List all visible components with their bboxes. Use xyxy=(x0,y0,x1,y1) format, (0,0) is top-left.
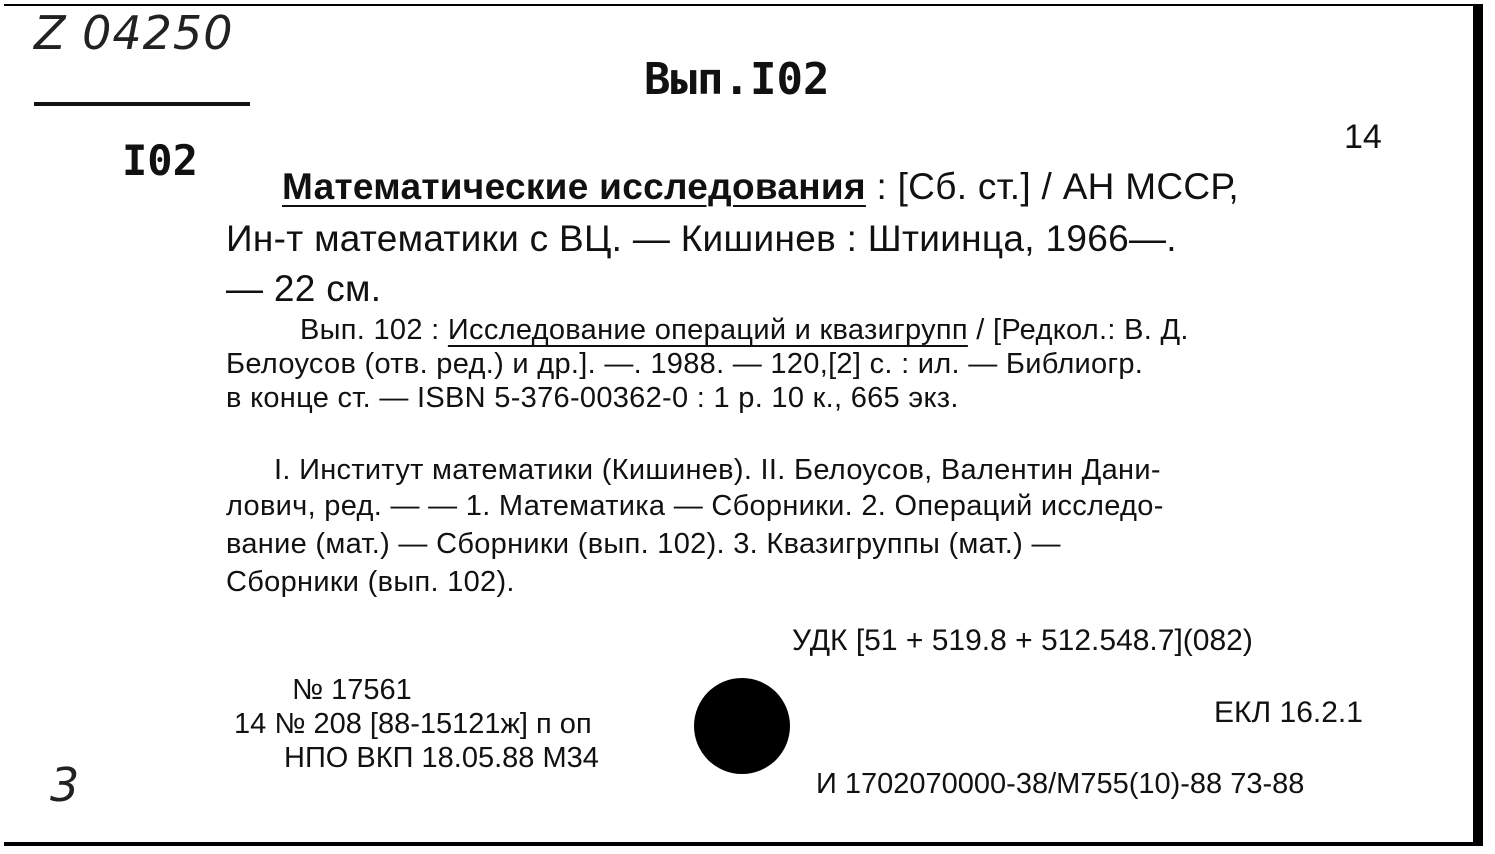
ekl-code: ЕКЛ 16.2.1 xyxy=(1214,696,1363,729)
print-info: 14 № 208 [88-15121ж] п оп xyxy=(234,708,592,740)
issue-line-1 xyxy=(300,314,1189,347)
inventory-number: Z 04250 xyxy=(34,6,234,60)
subject-line-4: Сборники (вып. 102). xyxy=(226,566,515,598)
npo-info: НПО ВКП 18.05.88 М34 xyxy=(284,742,599,774)
subject-line-3: вание (мат.) — Сборники (вып. 102). 3. Квазигруппы (мат.) — xyxy=(226,528,1061,560)
order-number: № 17561 xyxy=(292,674,412,706)
size-line: — 22 см. xyxy=(226,268,382,309)
issue-name: Исследование операций и квазигрупп xyxy=(447,314,968,346)
subject-line-2: лович, ред. — — 1. Математика — Сборники. 2. Операций исследо- xyxy=(226,490,1164,522)
publisher-line: Ин-т математики с ВЦ. — Кишинев : Штиинца, 1966—. xyxy=(226,218,1177,259)
handwritten-mark: 3 xyxy=(50,758,80,812)
shelf-mark: I02 xyxy=(122,136,198,185)
subject-line-1: I. Институт математики (Кишинев). II. Белоусов, Валентин Дани- xyxy=(274,454,1161,486)
page-number: 14 xyxy=(1344,118,1382,156)
main-title: Математические исследования xyxy=(282,166,866,207)
inventory-underline xyxy=(34,102,250,106)
udk-code: УДК [51 + 519.8 + 512.548.7](082) xyxy=(792,624,1253,657)
title-rest: : [Сб. ст.] / АН МССР, xyxy=(865,166,1240,207)
catalog-card xyxy=(4,4,1483,846)
issue-line-2: Белоусов (отв. ред.) и др.]. —. 1988. — 120,[2] с. : ил. — Библиогр. xyxy=(226,348,1144,380)
issue-heading: Вып.I02 xyxy=(644,54,830,105)
catalog-code: И 1702070000-38/М755(10)-88 73-88 xyxy=(816,768,1305,800)
punch-hole xyxy=(694,678,790,774)
issue-rest: / [Редкол.: В. Д. xyxy=(967,314,1189,346)
issue-line-3: в конце ст. — ISBN 5-376-00362-0 : 1 р. 10 к., 665 экз. xyxy=(226,382,959,414)
issue-prefix: Вып. 102 : xyxy=(300,314,448,346)
title-line xyxy=(282,166,1239,208)
